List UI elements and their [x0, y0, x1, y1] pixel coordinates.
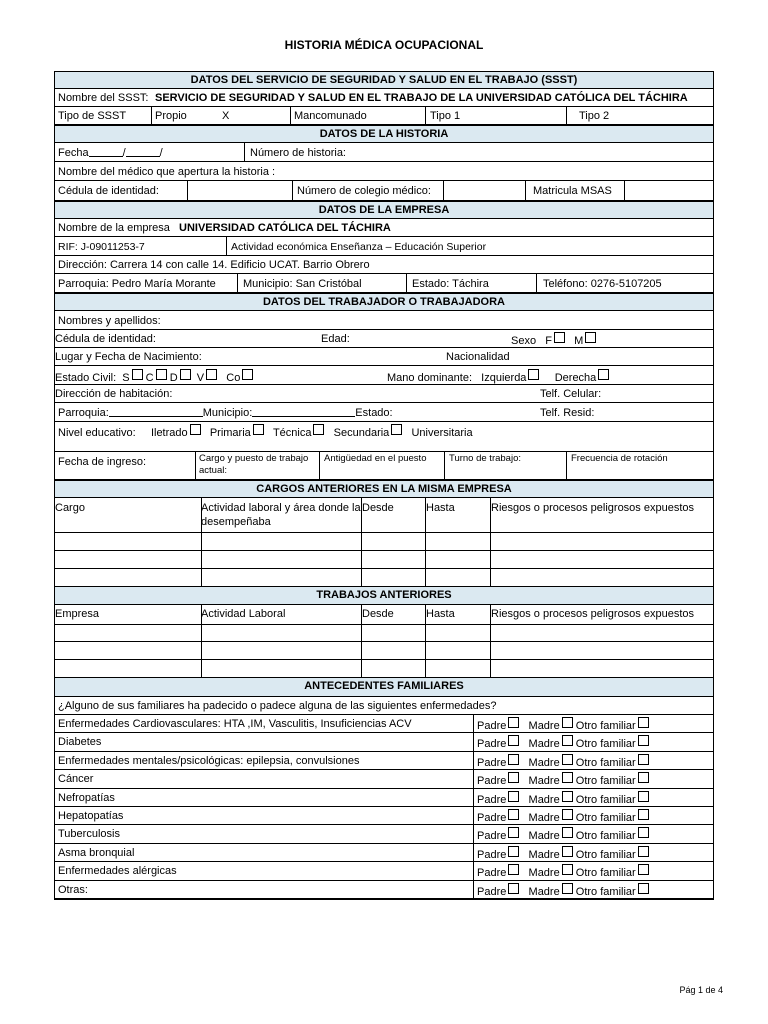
trabajador-ingreso: Fecha de ingreso:	[58, 456, 147, 468]
antecedentes-question: ¿Alguno de sus familiares ha padecido o padece alguna de las siguientes enfermedades?	[58, 700, 497, 712]
historia-medico: Nombre del médico que apertura la historia :	[58, 166, 276, 178]
trabajador-cargo-actual: Cargo y puesto de trabajo actual:	[199, 453, 309, 476]
antecedentes-options: Padre Madre Otro familiar	[477, 864, 649, 880]
cargos-col-cargo: Cargo	[55, 502, 85, 514]
otro-familiar-checkbox[interactable]	[638, 717, 649, 728]
otro-familiar-checkbox[interactable]	[638, 883, 649, 894]
ssst-propio-mark: X	[222, 110, 230, 122]
civil-s-checkbox[interactable]	[132, 369, 143, 380]
padre-checkbox[interactable]	[508, 791, 519, 802]
padre-checkbox[interactable]	[508, 864, 519, 875]
antecedentes-row-label: Enfermedades alérgicas	[58, 865, 177, 878]
mano-izquierda-checkbox[interactable]	[528, 369, 539, 380]
padre-checkbox[interactable]	[508, 754, 519, 765]
historia-cedula-row	[54, 181, 714, 201]
antecedentes-row	[54, 881, 714, 899]
madre-checkbox[interactable]	[562, 791, 573, 802]
trabajos-col-empresa: Empresa	[55, 608, 100, 620]
ssst-tipo1: Tipo 1	[430, 110, 461, 122]
sexo-f-checkbox[interactable]	[554, 332, 565, 343]
nivel-tecnica-checkbox[interactable]	[313, 424, 324, 435]
trabajador-direccion-row	[54, 385, 714, 403]
madre-checkbox[interactable]	[562, 864, 573, 875]
trabajador-mano: Mano dominante: Izquierda Derecha	[387, 369, 609, 385]
otro-familiar-checkbox[interactable]	[638, 809, 649, 820]
empresa-direccion-row	[54, 256, 714, 274]
cargos-col-hasta: Hasta	[426, 502, 455, 514]
cargos-col-riesgos: Riesgos o procesos peligrosos expuestos	[491, 502, 695, 514]
antecedentes-row	[54, 715, 714, 733]
ssst-tipo-row	[54, 107, 714, 125]
ssst-tipo2: Tipo 2	[579, 110, 610, 122]
antecedentes-options: Padre Madre Otro familiar	[477, 827, 649, 843]
padre-checkbox[interactable]	[508, 883, 519, 894]
antecedentes-row	[54, 789, 714, 807]
nivel-iletrado-checkbox[interactable]	[190, 424, 201, 435]
madre-checkbox[interactable]	[562, 772, 573, 783]
historia-colegio: Número de colegio médico:	[297, 185, 431, 197]
antecedentes-options: Padre Madre Otro familiar	[477, 791, 649, 807]
otro-familiar-checkbox[interactable]	[638, 846, 649, 857]
otro-familiar-checkbox[interactable]	[638, 827, 649, 838]
nivel-secundaria-checkbox[interactable]	[391, 424, 402, 435]
antecedentes-row	[54, 733, 714, 751]
empresa-nombre-value: UNIVERSIDAD CATÓLICA DEL TÁCHIRA	[179, 222, 391, 234]
antecedentes-row	[54, 825, 714, 843]
section-header-trabajador: DATOS DEL TRABAJADOR O TRABAJADORA	[54, 293, 714, 311]
antecedentes-question-row	[54, 697, 714, 715]
trabajador-nivel: Nivel educativo: Iletrado Primaria Técnica Secundaria Universitaria	[58, 424, 473, 440]
otro-familiar-checkbox[interactable]	[638, 791, 649, 802]
padre-checkbox[interactable]	[508, 846, 519, 857]
ssst-nombre-label: Nombre del SSST:	[58, 92, 149, 104]
madre-checkbox[interactable]	[562, 735, 573, 746]
trabajos-table	[54, 605, 714, 678]
antecedentes-options: Padre Madre Otro familiar	[477, 717, 649, 733]
antecedentes-options: Padre Madre Otro familiar	[477, 772, 649, 788]
trabajos-col-hasta: Hasta	[426, 608, 455, 620]
antecedentes-row-label: Enfermedades Cardiovasculares: HTA ,IM, Vasculitis, Insuficiencias ACV	[58, 718, 412, 730]
historia-medico-row	[54, 162, 714, 181]
padre-checkbox[interactable]	[508, 772, 519, 783]
historia-fecha-row	[54, 143, 714, 162]
empresa-municipio: Municipio: San Cristóbal	[243, 278, 362, 290]
page-title: HISTORIA MÉDICA OCUPACIONAL	[284, 38, 484, 52]
antecedentes-row-label: Otras:	[58, 883, 88, 896]
trabajador-nacionalidad: Nacionalidad	[446, 351, 510, 363]
trabajador-celular: Telf. Celular:	[540, 388, 602, 400]
antecedentes-row	[54, 807, 714, 825]
antecedentes-row-label: Enfermedades mentales/psicológicas: epilepsia, convulsiones	[58, 754, 360, 767]
cargos-col-actividad: Actividad laboral y área donde la desempeñaba	[201, 502, 361, 528]
trabajador-cedula-row	[54, 330, 714, 348]
antecedentes-row	[54, 862, 714, 880]
trabajador-lugar: Lugar y Fecha de Nacimiento:	[55, 351, 202, 363]
antecedentes-row-label: Hepatopatías	[58, 810, 124, 822]
civil-co-checkbox[interactable]	[242, 369, 253, 380]
madre-checkbox[interactable]	[562, 827, 573, 838]
sexo-m-checkbox[interactable]	[585, 332, 596, 343]
trabajador-estado-civil: Estado Civil: S C D V Co	[55, 369, 253, 385]
trabajador-resid: Telf. Resid:	[540, 407, 595, 419]
page-number: Pág 1 de 4	[679, 985, 723, 995]
nivel-primaria-checkbox[interactable]	[253, 424, 264, 435]
empresa-rif: RIF: J-09011253-7	[58, 241, 145, 253]
cargos-col-desde: Desde	[362, 502, 394, 514]
section-header-antecedentes: ANTECEDENTES FAMILIARES	[54, 678, 714, 697]
antecedentes-row	[54, 752, 714, 770]
padre-checkbox[interactable]	[508, 809, 519, 820]
antecedentes-options: Padre Madre Otro familiar	[477, 883, 649, 899]
empresa-direccion: Dirección: Carrera 14 con calle 14. Edificio UCAT. Barrio Obrero	[58, 259, 370, 271]
trabajador-nombres: Nombres y apellidos:	[58, 315, 161, 327]
madre-checkbox[interactable]	[562, 809, 573, 820]
trabajador-nombres-row	[54, 311, 714, 330]
historia-fecha: Fecha / /	[58, 147, 163, 159]
ssst-mancomunado: Mancomunado	[294, 110, 367, 122]
padre-checkbox[interactable]	[508, 735, 519, 746]
antecedentes-row-label: Tuberculosis	[58, 828, 120, 841]
trabajador-direccion: Dirección de habitación:	[55, 388, 173, 400]
section-header-trabajos: TRABAJOS ANTERIORES	[54, 587, 714, 605]
ssst-tipo-label: Tipo de SSST	[58, 110, 127, 122]
trabajador-edad: Edad:	[321, 333, 350, 345]
civil-v-checkbox[interactable]	[206, 369, 217, 380]
civil-d-checkbox[interactable]	[180, 369, 191, 380]
trabajador-civil-row	[54, 366, 714, 385]
empresa-estado: Estado: Táchira	[412, 278, 489, 290]
antecedentes-options: Padre Madre Otro familiar	[477, 735, 649, 751]
trabajador-sexo: Sexo F M	[511, 332, 596, 348]
empresa-telefono: Teléfono: 0276-5107205	[543, 278, 662, 290]
madre-checkbox[interactable]	[562, 717, 573, 728]
ssst-nombre-row	[54, 89, 714, 107]
empresa-actividad: Actividad económica Enseñanza – Educación Superior	[231, 241, 487, 253]
mano-derecha-checkbox[interactable]	[598, 369, 609, 380]
empresa-nombre-label: Nombre de la empresa	[58, 222, 170, 234]
section-header-ssst: DATOS DEL SERVICIO DE SEGURIDAD Y SALUD EN EL TRABAJO (SSST)	[54, 71, 714, 89]
section-header-cargos: CARGOS ANTERIORES EN LA MISMA EMPRESA	[54, 480, 714, 498]
antecedentes-row-label: Nefropatías	[58, 791, 115, 804]
trabajos-col-actividad: Actividad Laboral	[201, 608, 286, 620]
otro-familiar-checkbox[interactable]	[638, 754, 649, 765]
historia-numero: Número de historia:	[250, 147, 346, 159]
antecedentes-row-label: Asma bronquial	[58, 846, 135, 859]
otro-familiar-checkbox[interactable]	[638, 772, 649, 783]
antecedentes-options: Padre Madre Otro familiar	[477, 809, 649, 825]
trabajador-antiguedad: Antigüedad en el puesto	[324, 453, 427, 464]
trabajador-nivel-row	[54, 422, 714, 452]
madre-checkbox[interactable]	[562, 846, 573, 857]
antecedentes-options: Padre Madre Otro familiar	[477, 754, 649, 770]
ssst-nombre-value: SERVICIO DE SEGURIDAD Y SALUD EN EL TRABAJO DE LA UNIVERSIDAD CATÓLICA DEL TÁCHIRA	[155, 92, 688, 104]
trabajos-col-desde: Desde	[362, 608, 394, 620]
cargos-table	[54, 498, 714, 587]
empresa-parroquia: Parroquia: Pedro María Morante	[58, 278, 216, 290]
antecedentes-row-label: Diabetes	[58, 736, 102, 749]
otro-familiar-checkbox[interactable]	[638, 864, 649, 875]
historia-cedula: Cédula de identidad:	[58, 185, 159, 197]
antecedentes-row	[54, 770, 714, 788]
historia-msas: Matricula MSAS	[533, 185, 612, 197]
civil-c-checkbox[interactable]	[156, 369, 167, 380]
antecedentes-options: Padre Madre Otro familiar	[477, 846, 649, 862]
section-header-empresa: DATOS DE LA EMPRESA	[54, 201, 714, 219]
trabajador-parroquia: Parroquia: Municipio: Estado:	[58, 407, 393, 419]
empresa-parroquia-row	[54, 274, 714, 293]
trabajador-ingreso-row	[54, 452, 714, 480]
ssst-propio: Propio	[155, 110, 187, 122]
otro-familiar-checkbox[interactable]	[638, 735, 649, 746]
madre-checkbox[interactable]	[562, 883, 573, 894]
trabajador-turno: Turno de trabajo:	[449, 453, 521, 464]
antecedentes-row	[54, 844, 714, 862]
trabajos-col-riesgos: Riesgos o procesos peligrosos expuestos	[491, 608, 695, 620]
madre-checkbox[interactable]	[562, 754, 573, 765]
padre-checkbox[interactable]	[508, 717, 519, 728]
empresa-rif-row	[54, 237, 714, 256]
padre-checkbox[interactable]	[508, 827, 519, 838]
empresa-nombre-row	[54, 219, 714, 237]
trabajador-lugar-row	[54, 348, 714, 366]
antecedentes-row-label: Cáncer	[58, 773, 94, 786]
trabajador-cedula: Cédula de identidad:	[55, 333, 156, 345]
trabajador-parroquia-row	[54, 403, 714, 422]
section-header-historia: DATOS DE LA HISTORIA	[54, 125, 714, 143]
trabajador-rotacion: Frecuencia de rotación	[571, 453, 668, 464]
